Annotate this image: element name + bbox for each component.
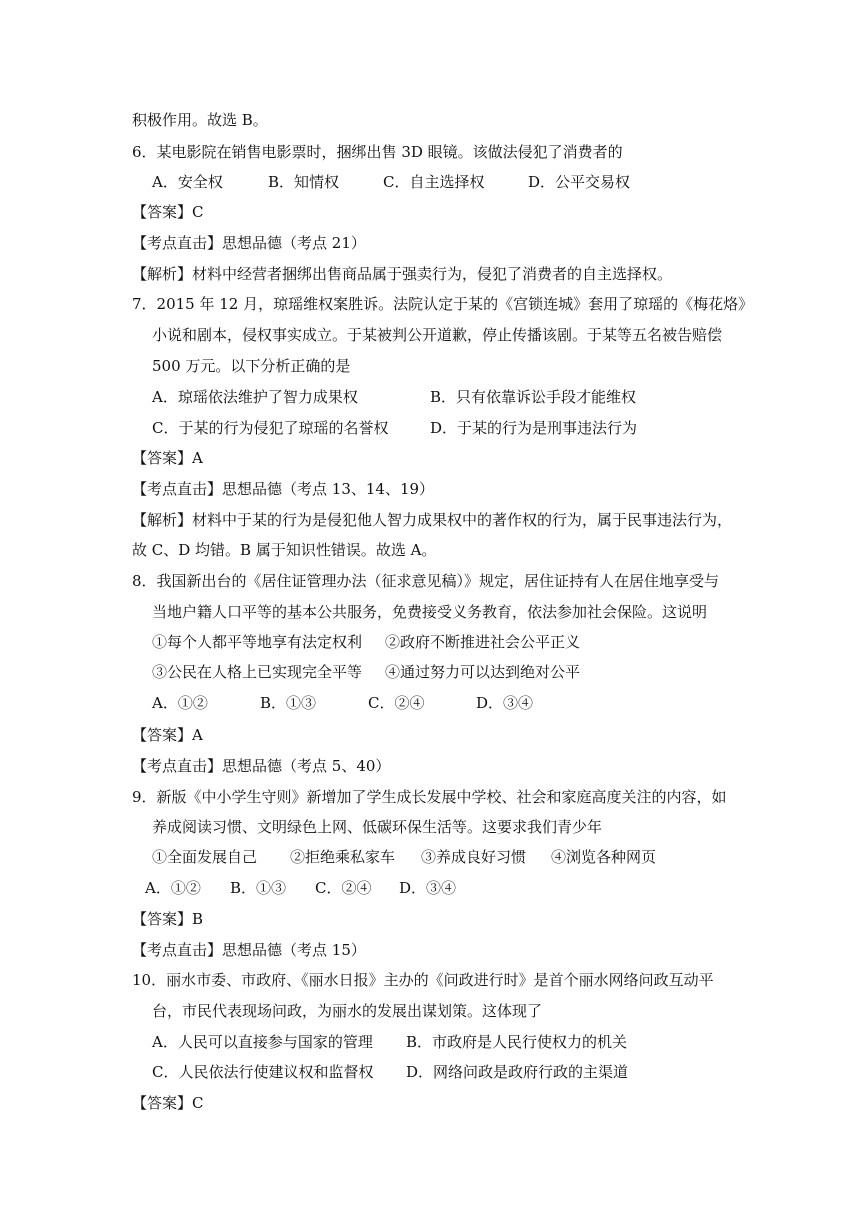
q9-option-a: A．①② — [145, 879, 201, 897]
q7-stem-line-2: 小说和剧本，侵权事实成立。于某被判公开道歉，停止传播该剧。于某等五名被告赔偿 — [152, 326, 723, 344]
q9-option-b: B．①③ — [230, 879, 287, 897]
q7-jiexi-line-1: 【解析】材料中于某的行为是侵犯他人智力成果权中的著作权的行为，属于民事违法行为， — [132, 511, 733, 529]
q8-option-d: D．③④ — [476, 694, 534, 712]
q9-kaodian: 【考点直击】思想品德（考点 15） — [132, 941, 366, 959]
q9-stem-line-1: 9．新版《中小学生守则》新增加了学生成长发展中学校、社会和家庭高度关注的内容，如 — [132, 788, 727, 806]
q8-stem-line-1: 8．我国新出台的《居住证管理办法（征求意见稿）》规定，居住证持有人在居住地享受与 — [132, 572, 720, 590]
q9-item-4: ④浏览各种网页 — [551, 848, 657, 866]
q9-item-1: ①全面发展自己 — [152, 848, 258, 866]
q8-kaodian: 【考点直击】思想品德（考点 5、40） — [132, 757, 391, 775]
q8-option-c: C．②④ — [368, 694, 425, 712]
q7-stem-line-1: 7．2015 年 12 月，琼瑶维权案胜诉。法院认定于某的《宫锁连城》套用了琼瑶的《梅花烙》 — [132, 295, 754, 313]
q6-option-a: A．安全权 — [152, 173, 223, 191]
q7-option-b: B．只有依靠诉讼手段才能维权 — [430, 388, 637, 406]
q6-kaodian: 【考点直击】思想品德（考点 21） — [132, 234, 366, 252]
q7-option-c: C．于某的行为侵犯了琼瑶的名誉权 — [152, 419, 389, 437]
q6-jiexi: 【解析】材料中经营者捆绑出售商品属于强卖行为，侵犯了消费者的自主选择权。 — [132, 265, 673, 283]
q9-option-c: C．②④ — [315, 879, 372, 897]
q8-option-b: B．①③ — [260, 694, 317, 712]
q8-stem-line-2: 当地户籍人口平等的基本公共服务，免费接受义务教育，依法参加社会保险。这说明 — [152, 603, 708, 621]
q9-answer: 【答案】B — [132, 910, 204, 928]
q6-answer: 【答案】C — [132, 203, 204, 221]
q8-option-a: A．①② — [152, 694, 208, 712]
q6-stem: 6．某电影院在销售电影票时，捆绑出售 3D 眼镜。该做法侵犯了消费者的 — [132, 143, 623, 161]
q8-item-4: ④通过努力可以达到绝对公平 — [385, 663, 581, 681]
q8-item-3: ③公民在人格上已实现完全平等 — [152, 663, 363, 681]
q10-stem-line-2: 台，市民代表现场问政，为丽水的发展出谋划策。这体现了 — [152, 1002, 543, 1020]
q8-answer: 【答案】A — [132, 726, 203, 744]
q8-item-1: ①每个人都平等地享有法定权利 — [152, 633, 363, 651]
q7-option-a: A．琼瑶依法维护了智力成果权 — [152, 388, 358, 406]
continuation-text: 积极作用。故选 B。 — [132, 111, 268, 129]
q10-stem-line-1: 10．丽水市委、市政府、《丽水日报》主办的《问政进行时》是首个丽水网络问政互动平 — [132, 971, 714, 989]
q9-stem-line-2: 养成阅读习惯、文明绿色上网、低碳环保生活等。这要求我们青少年 — [152, 818, 603, 836]
q10-option-c: C．人民依法行使建议权和监督权 — [152, 1063, 374, 1081]
q8-item-2: ②政府不断推进社会公平正义 — [385, 633, 581, 651]
q9-item-3: ③养成良好习惯 — [421, 848, 527, 866]
q10-option-a: A．人民可以直接参与国家的管理 — [152, 1033, 373, 1051]
q7-answer: 【答案】A — [132, 449, 203, 467]
q10-option-b: B．市政府是人民行使权力的机关 — [406, 1033, 628, 1051]
q6-option-d: D．公平交易权 — [528, 173, 631, 191]
q7-stem-line-3: 500 万元。以下分析正确的是 — [152, 357, 351, 375]
q9-item-2: ②拒绝乘私家车 — [290, 848, 396, 866]
q7-option-d: D．于某的行为是刑事违法行为 — [430, 419, 638, 437]
q10-option-d: D．网络问政是政府行政的主渠道 — [406, 1063, 629, 1081]
q6-option-c: C．自主选择权 — [383, 173, 485, 191]
q7-jiexi-line-2: 故 C、D 均错。B 属于知识性错误。故选 A。 — [132, 541, 437, 559]
q9-option-d: D．③④ — [399, 879, 457, 897]
q7-kaodian: 【考点直击】思想品德（考点 13、14、19） — [132, 480, 435, 498]
q6-option-b: B．知情权 — [268, 173, 340, 191]
q10-answer: 【答案】C — [132, 1094, 204, 1112]
